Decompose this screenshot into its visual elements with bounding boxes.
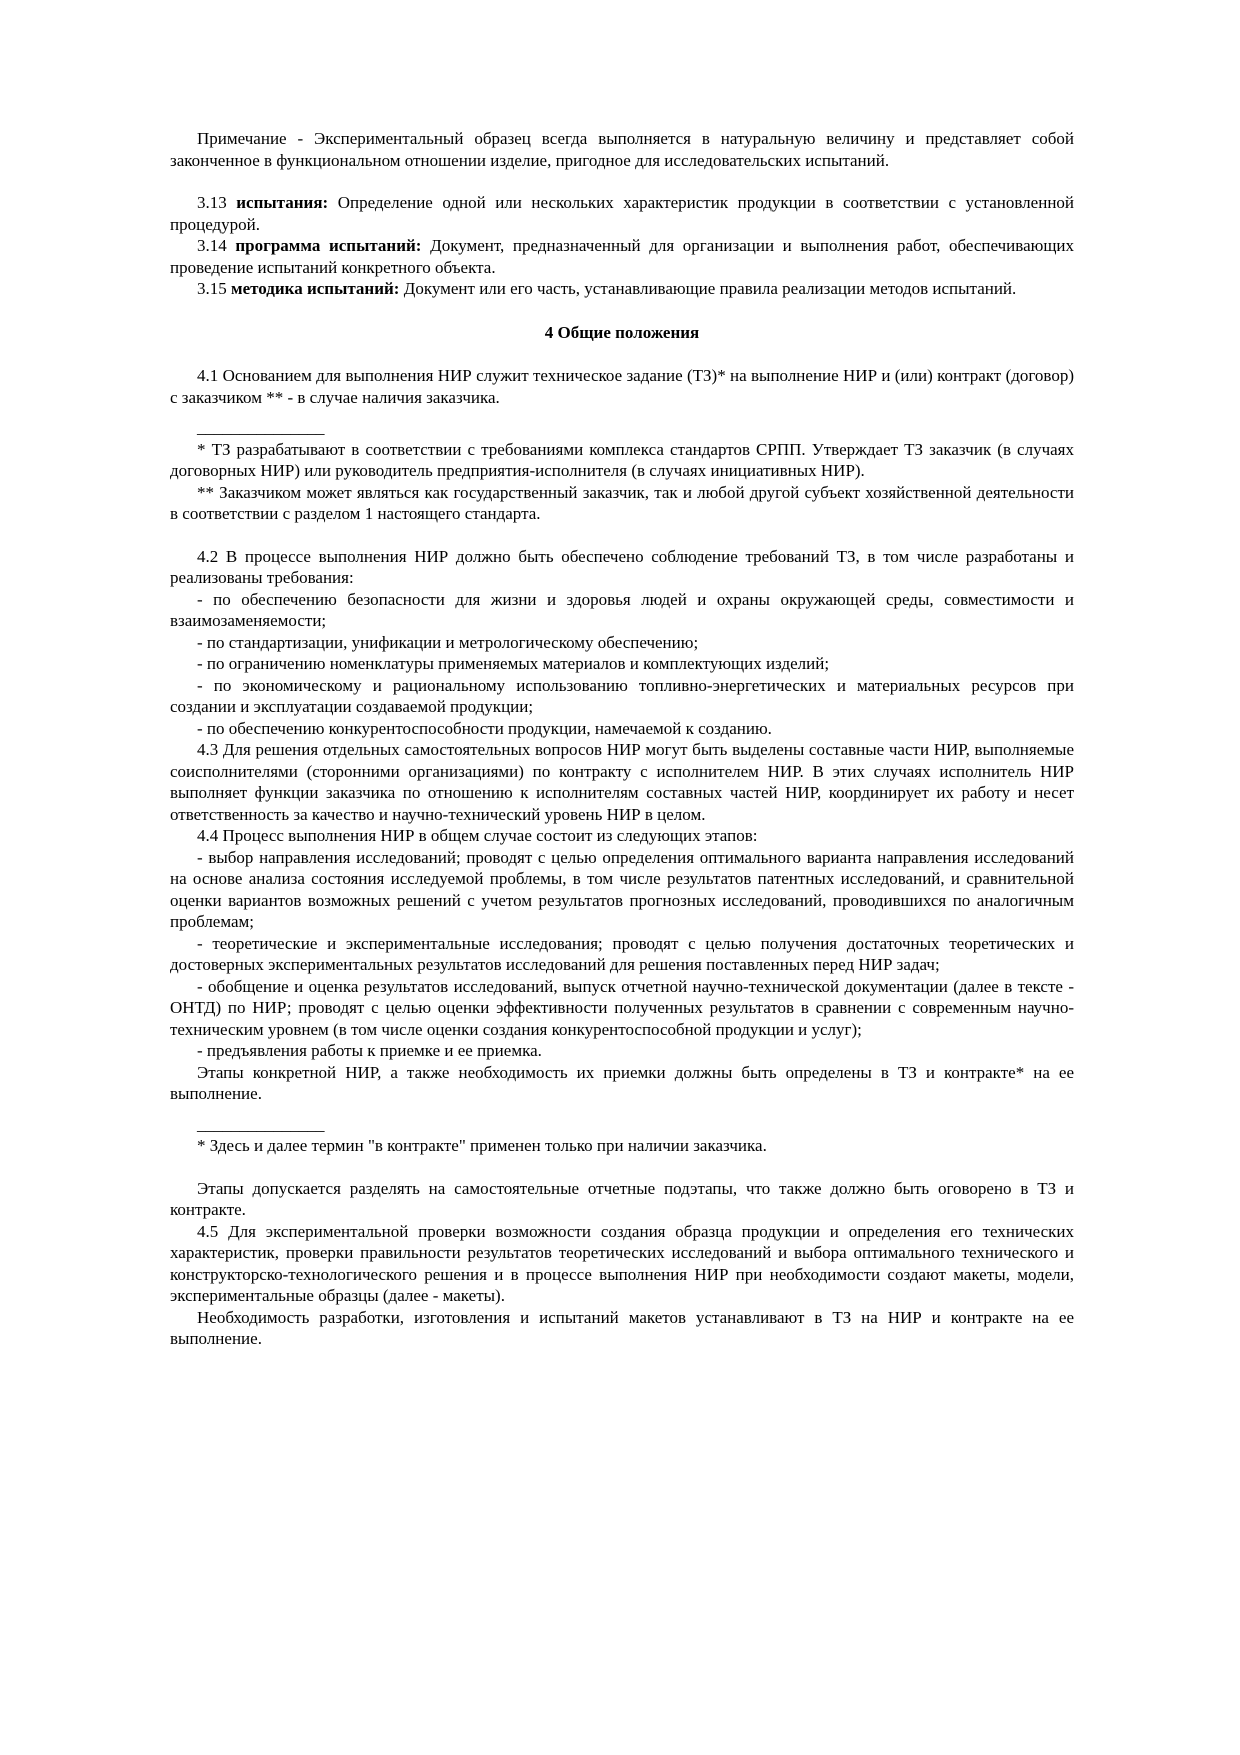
term-3-15 (170, 278, 1074, 300)
footnote-customer: ** Заказчиком может являться как государственный заказчик, так и любой другой субъект хозяйственной деятельности в соответствии с разделом 1 настоящего стандарта. (170, 482, 1074, 523)
bullet-stage-acceptance: - предъявления работы к приемке и ее приемка. (197, 1041, 542, 1060)
bullet-competitiveness: - по обеспечению конкурентоспособности продукции, намечаемой к созданию. (197, 718, 772, 738)
paragraph-stages: Этапы конкретной НИР, а также необходимость их приемки должны быть определены в ТЗ и контракте* на ее выполнение. (170, 1062, 1074, 1103)
footnote-tz: * ТЗ разрабатывают в соответствии с требованиями комплекса стандартов СРПП. Утверждает ТЗ заказчик (в случаях договорных НИР) или руководитель предприятия-исполнителя (в случаях инициативных НИР). (170, 439, 1074, 480)
term-definition: Документ или его часть, устанавливающие правила реализации методов испытаний. (399, 279, 1017, 298)
term-3-14 (170, 235, 1074, 278)
bullet-economy: - по экономическому и рациональному использованию топливно-энергетических и материальных ресурсов при создании и эксплуатации создаваемой продукции; (170, 675, 1074, 716)
term-number: 3.13 (197, 193, 237, 212)
paragraph-4-1: 4.1 Основанием для выполнения НИР служит техническое задание (ТЗ)* на выполнение НИР и (или) контракт (договор) с заказчиком ** - в случае наличия заказчика. (170, 366, 1074, 407)
term-name: программа испытаний: (235, 236, 422, 255)
section-heading: 4 Общие положения (544, 322, 700, 342)
paragraph-mockups: Необходимость разработки, изготовления и испытаний макетов устанавливают в ТЗ на НИР и контракте на ее выполнение. (170, 1307, 1074, 1348)
term-definition: Документ, предназначенный для организации и выполнения работ, обеспечивающих проведение испытаний конкретного объекта. (170, 236, 1075, 277)
footnote-contract: * Здесь и далее термин "в контракте" применен только при наличии заказчика. (197, 1136, 767, 1155)
paragraph-4-4: 4.4 Процесс выполнения НИР в общем случае состоит из следующих этапов: (197, 826, 758, 845)
bullet-stage-results: - обобщение и оценка результатов исследований, выпуск отчетной научно-технической документации (далее в тексте - ОНТД) по НИР; проводят с целью оценки эффективности полученных результатов в сравнении с современным научно-техническим уровнем (в том числе оценки создания конкурентоспособной продукции и услуг); (170, 976, 1074, 1039)
term-number: 3.15 (197, 279, 231, 298)
note-paragraph: Примечание - Экспериментальный образец всегда выполняется в натуральную величину и представляет собой законченное в функциональном отношении изделие, пригодное для исследовательских испытаний. (170, 129, 1074, 170)
paragraph-4-5: 4.5 Для экспериментальной проверки возможности создания образца продукции и определения его технических характеристик, проверки правильности результатов теоретических исследований и выбора оптимального технического и конструкторско-технологического решения и в процессе выполнения НИР при необходимости создают макеты, модели, экспериментальные образцы (далее - макеты). (170, 1221, 1074, 1305)
term-3-13 (170, 192, 1074, 235)
bullet-stage-direction: - выбор направления исследований; проводят с целью определения оптимального варианта направления исследований на основе анализа состояния исследуемой проблемы, в том числе результатов патентных исследований, и сравнительной оценки вариантов возможных решений с учетом результатов прогнозных исследований, проводившихся по аналогичным проблемам; (170, 847, 1074, 931)
term-definition: Определение одной или нескольких характеристик продукции в соответствии с установленной процедурой. (170, 193, 1075, 234)
term-name: методика испытаний: (231, 279, 400, 298)
paragraph-substages: Этапы допускается разделять на самостоятельные отчетные подэтапы, что также должно быть оговорено в ТЗ и контракте. (170, 1178, 1074, 1219)
footnote-separator: _______________ (197, 418, 325, 437)
footnote-separator: _______________ (197, 1114, 325, 1134)
bullet-stage-research: - теоретические и экспериментальные исследования; проводят с целью получения достаточных теоретических и достоверных экспериментальных результатов исследований для решения поставленных перед НИР задач; (170, 933, 1074, 974)
bullet-standardization: - по стандартизации, унификации и метрологическому обеспечению; (197, 632, 699, 652)
paragraph-4-2: 4.2 В процессе выполнения НИР должно быть обеспечено соблюдение требований ТЗ, в том числе разработаны и реализованы требования: (170, 546, 1074, 587)
term-name: испытания: (236, 193, 329, 212)
paragraph-4-3: 4.3 Для решения отдельных самостоятельных вопросов НИР могут быть выделены составные части НИР, выполняемые соисполнителями (сторонними организациями) по контракту с исполнителем НИР. В этих случаях исполнитель НИР выполняет функции заказчика по отношению к исполнителям составных частей НИР, координирует их работу и несет ответственность за качество и научно-технический уровень НИР в целом. (170, 740, 1074, 824)
term-number: 3.14 (197, 236, 236, 255)
bullet-safety: - по обеспечению безопасности для жизни и здоровья людей и охраны окружающей среды, совместимости и взаимозаменяемости; (170, 589, 1074, 630)
bullet-nomenclature: - по ограничению номенклатуры применяемых материалов и комплектующих изделий; (197, 654, 830, 673)
